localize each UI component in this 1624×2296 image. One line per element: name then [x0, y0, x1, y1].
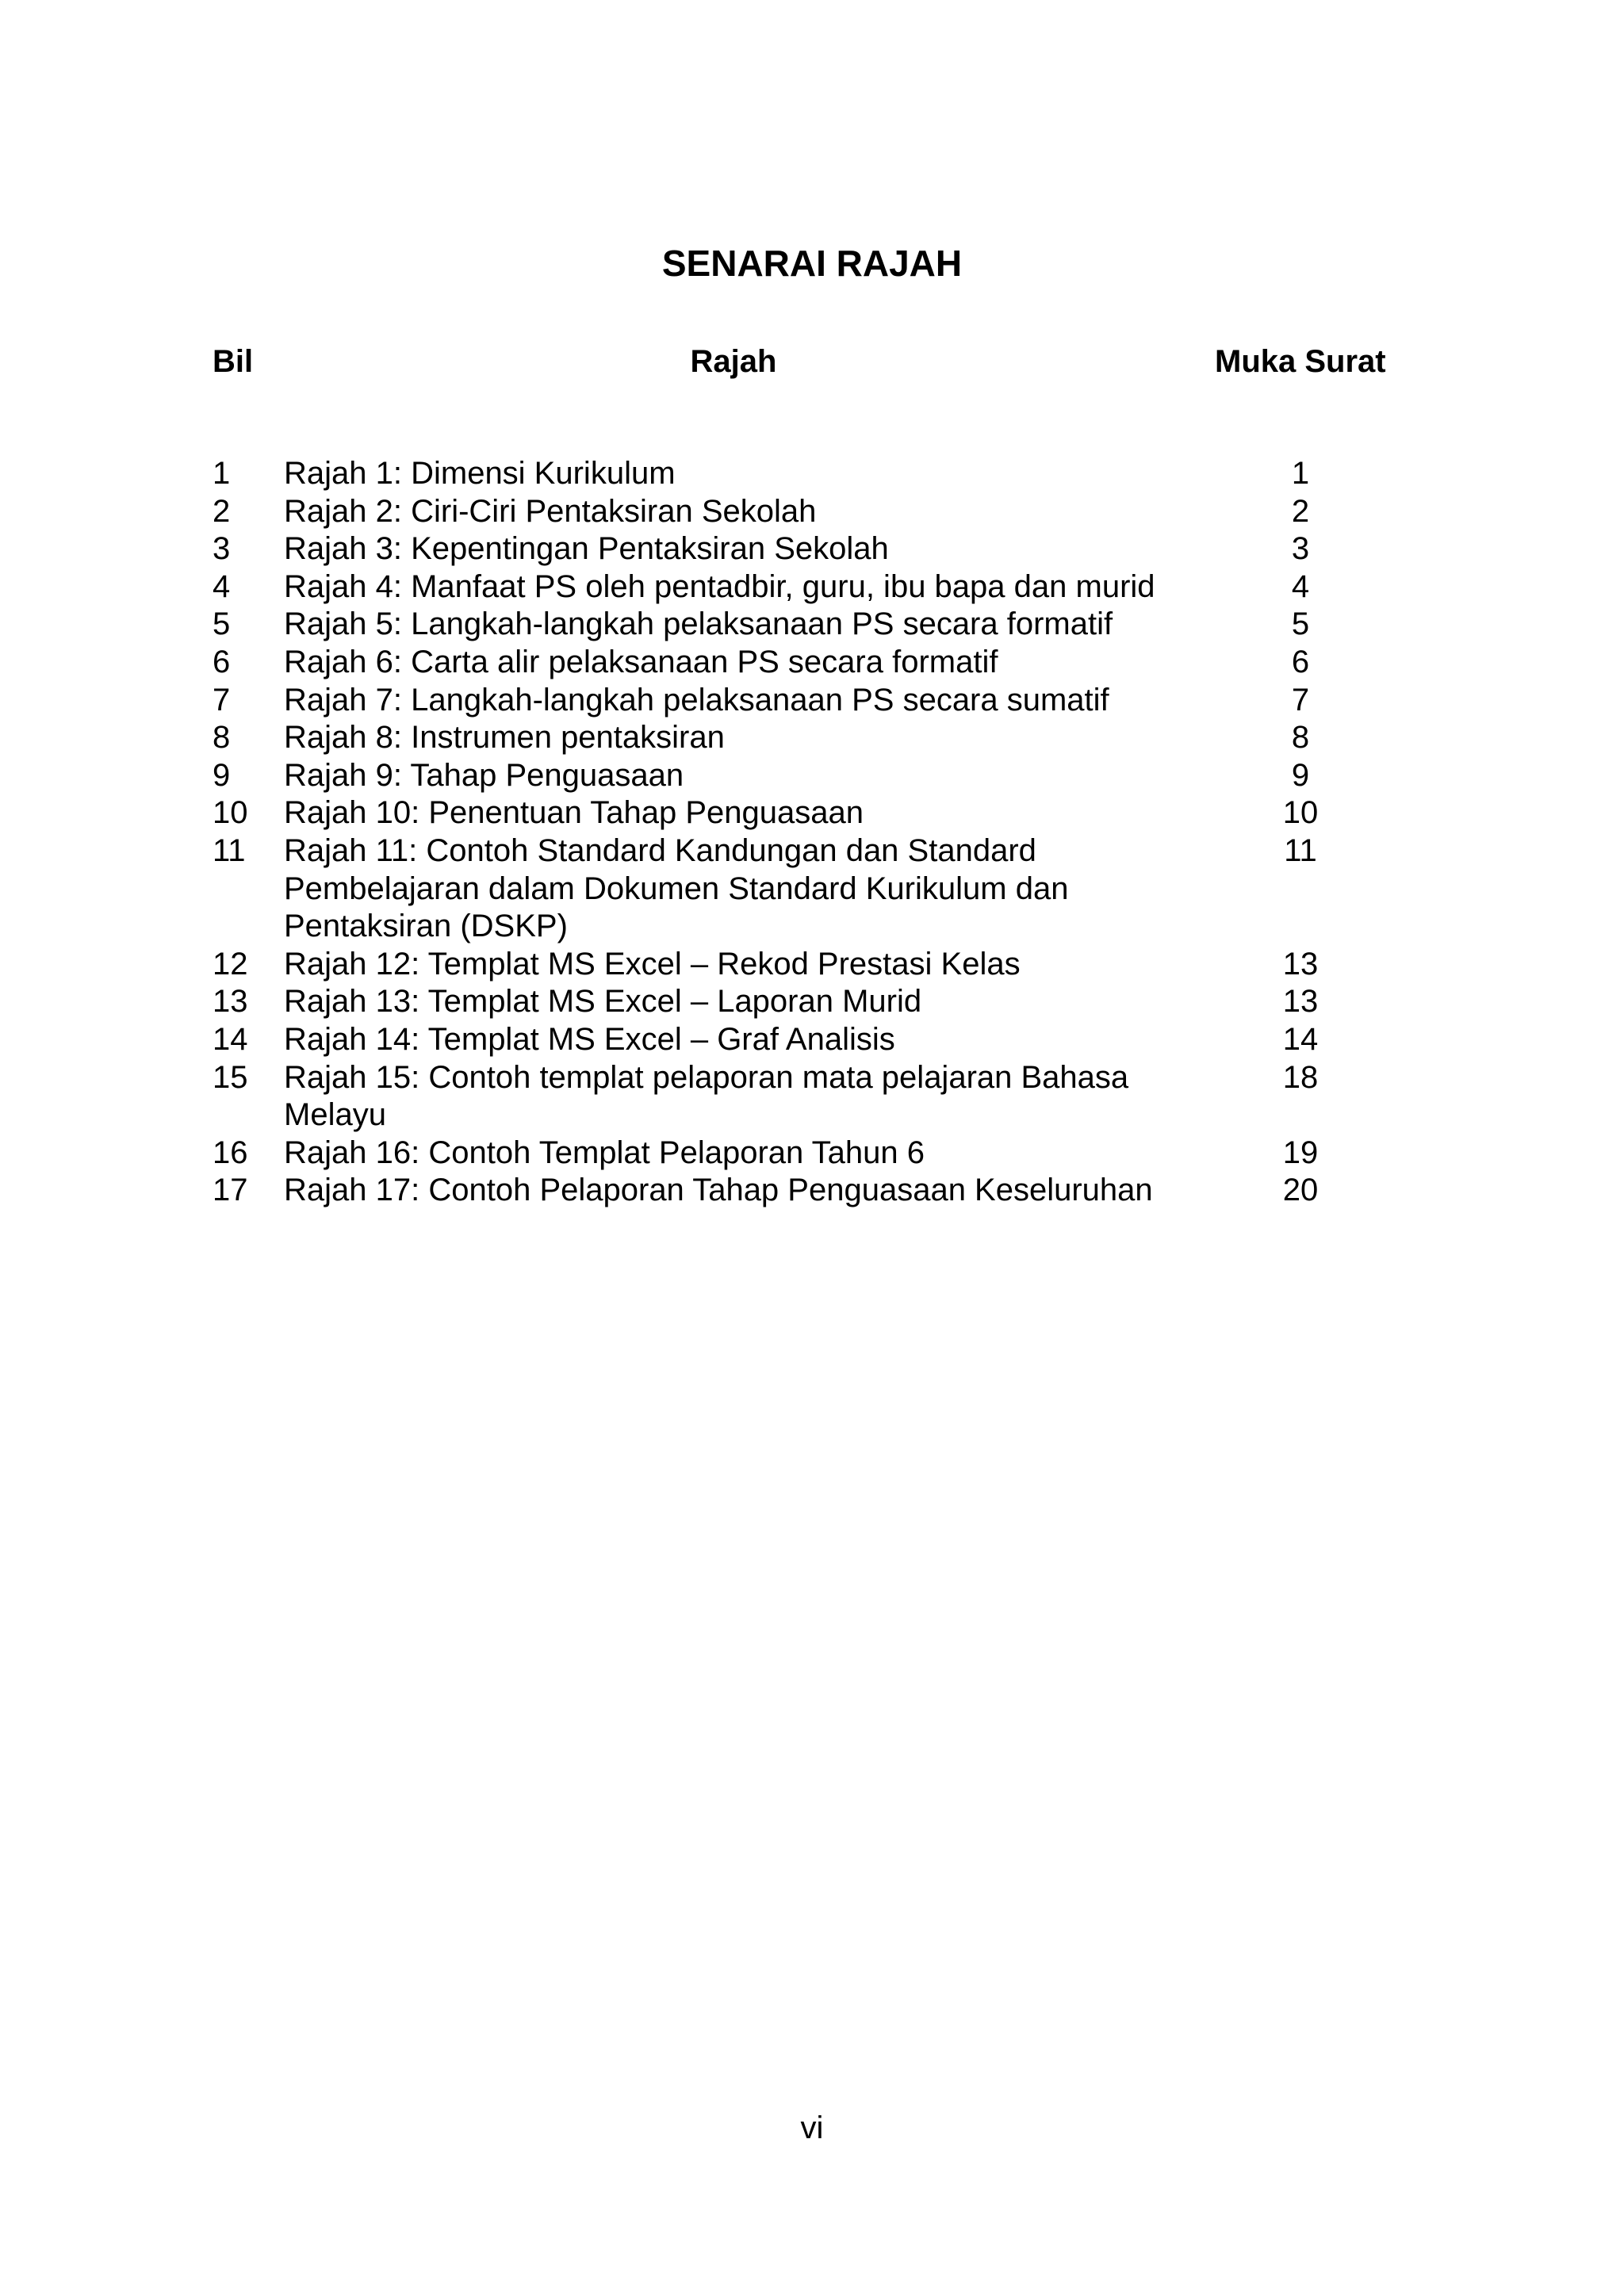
figure-list-item	[0, 606, 1624, 644]
entry-title: Rajah 15: Contoh templat pelaporan mata pelajaran Bahasa Melayu	[284, 1059, 1129, 1133]
entry-page-number: 6	[1291, 644, 1310, 679]
entry-page-number: 8	[1291, 720, 1310, 756]
entry-page-number: 10	[1282, 795, 1319, 831]
entry-page-number: 18	[1282, 1059, 1319, 1095]
entry-page-number: 11	[1284, 832, 1317, 868]
entry-number: 16	[213, 1135, 248, 1170]
entry-number: 3	[213, 531, 231, 567]
page-title: SENARAI RAJAH	[661, 243, 963, 284]
column-header-rajah: Rajah	[690, 344, 777, 379]
entry-title: Rajah 5: Langkah-langkah pelaksanaan PS secara formatif	[284, 607, 1113, 642]
entry-page-number: 13	[1282, 946, 1319, 982]
entry-page-number: 14	[1282, 1021, 1319, 1057]
entry-page-number: 20	[1282, 1173, 1319, 1208]
entry-title: Rajah 6: Carta alir pelaksanaan PS secara formatif	[284, 644, 998, 679]
entry-number: 12	[213, 946, 248, 982]
entry-title: Rajah 17: Contoh Pelaporan Tahap Penguasaan Keseluruhan	[284, 1173, 1153, 1208]
entry-number: 4	[213, 568, 231, 604]
entry-number: 1	[213, 456, 231, 491]
figure-list-item	[0, 983, 1624, 1021]
figure-list-item	[0, 1059, 1624, 1135]
entry-title: Rajah 10: Penentuan Tahap Penguasaan	[284, 795, 864, 831]
entry-title: Rajah 11: Contoh Standard Kandungan dan Standard Pembelajaran dalam Dokumen Standard Kurikulum dan Pentaksiran (DSKP)	[284, 832, 1069, 944]
entry-number: 5	[213, 607, 231, 642]
entry-page-number: 2	[1291, 493, 1310, 529]
figure-list-item	[0, 493, 1624, 531]
entry-number: 15	[213, 1059, 248, 1095]
entry-page-number: 9	[1291, 757, 1310, 793]
entry-page-number: 4	[1291, 568, 1310, 604]
figure-list-item	[0, 946, 1624, 984]
entry-title: Rajah 14: Templat MS Excel – Graf Analisis	[284, 1021, 895, 1057]
entry-title: Rajah 8: Instrumen pentaksiran	[284, 720, 725, 756]
entry-number: 10	[213, 795, 248, 831]
entry-title: Rajah 9: Tahap Penguasaan	[284, 757, 684, 793]
entry-number: 11	[213, 832, 246, 868]
entry-title: Rajah 16: Contoh Templat Pelaporan Tahun 6	[284, 1135, 925, 1170]
figure-list-item	[0, 794, 1624, 832]
entry-number: 8	[213, 720, 231, 756]
entry-number: 7	[213, 682, 231, 718]
entry-number: 9	[213, 757, 231, 793]
figure-list-item	[0, 644, 1624, 682]
entry-title: Rajah 13: Templat MS Excel – Laporan Murid	[284, 984, 922, 1020]
entry-number: 17	[213, 1173, 248, 1208]
page-number: vi	[800, 2110, 824, 2145]
entry-title: Rajah 12: Templat MS Excel – Rekod Prestasi Kelas	[284, 946, 1021, 982]
entry-number: 2	[213, 493, 231, 529]
entry-page-number: 5	[1291, 607, 1310, 642]
figure-list-item	[0, 530, 1624, 568]
entry-title: Rajah 4: Manfaat PS oleh pentadbir, guru, ibu bapa dan murid	[284, 568, 1155, 604]
entry-title: Rajah 7: Langkah-langkah pelaksanaan PS secara sumatif	[284, 682, 1109, 718]
figure-list-item	[0, 1135, 1624, 1173]
column-header-muka-surat: Muka Surat	[1215, 344, 1386, 379]
entry-number: 13	[213, 984, 248, 1020]
figure-list-item	[0, 682, 1624, 720]
entry-page-number: 13	[1282, 984, 1319, 1020]
entry-page-number: 1	[1291, 456, 1310, 491]
figure-list	[0, 455, 1624, 1210]
entry-number: 14	[213, 1021, 248, 1057]
entry-title: Rajah 1: Dimensi Kurikulum	[284, 456, 676, 491]
figure-list-item	[0, 1172, 1624, 1210]
entry-number: 6	[213, 644, 231, 679]
entry-title: Rajah 3: Kepentingan Pentaksiran Sekolah	[284, 531, 889, 567]
figure-list-item	[0, 568, 1624, 607]
entry-page-number: 7	[1291, 682, 1310, 718]
figure-list-item	[0, 757, 1624, 795]
figure-list-item	[0, 455, 1624, 493]
column-header-bil: Bil	[213, 344, 254, 379]
entry-page-number: 19	[1282, 1135, 1319, 1170]
figure-list-item	[0, 719, 1624, 757]
entry-page-number: 3	[1291, 531, 1310, 567]
figure-list-item	[0, 1021, 1624, 1059]
entry-title: Rajah 2: Ciri-Ciri Pentaksiran Sekolah	[284, 493, 817, 529]
figure-list-item	[0, 832, 1624, 946]
